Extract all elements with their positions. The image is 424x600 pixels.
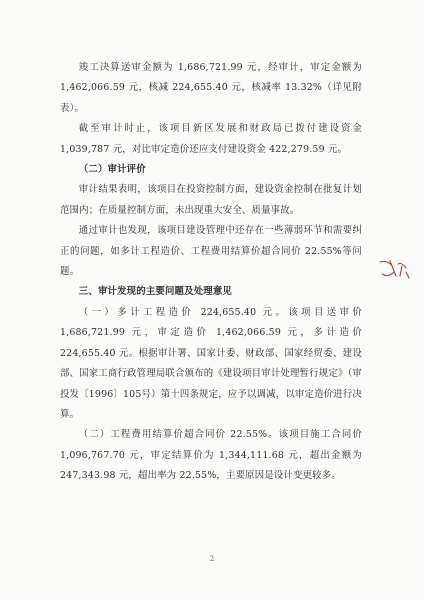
paragraph-settlement-overrun: （二）工程费用结算价超合同价 22.55%。该项目施工合同价 1,096,767.70 元，审定结算价为 1,344,111.68 元，超出金额为 247,343.98 元，超出率为 22.55%，主要原因是设计变更较多。 — [60, 429, 362, 482]
paragraph-funding-status: 截至审计时止，该项目新区发展和财政局已拨付建设资金 1,039,787 元，对比审定造价还应支付建设资金 422,279.59 元。 — [60, 123, 362, 155]
section-heading-audit-evaluation: （二）审计评价 — [78, 164, 146, 176]
paragraph-final-accounts: 竣工决算送审金额为 1,686,721.99 元，经审计，审定金额为 1,462,066.59 元，核减 224,655.40 元，核减率 13.32%（详见附表）。 — [60, 62, 362, 114]
seal-stamp-icon — [376, 258, 412, 280]
paragraph-weaknesses: 通过审计也发现，该项目建设管理中还存在一些薄弱环节和需要纠正的问题，如多计工程造价、工程费用结算价超合同价 22.55%等问题。 — [60, 225, 362, 278]
section-heading-main-issues: 三、审计发现的主要问题及处理意见 — [78, 286, 232, 298]
document-body — [60, 58, 362, 487]
paragraph-overstated-cost: （一）多计工程造价 224,655.40 元。该项目送审价 1,686,721.99 元，审定造价 1,462,066.59 元，多计造价 224,655.40 元。根据审计署、国家计委、财政部、国家经贸委、建设部、国家工商行政管理局联合颁布的《建设项目审计处理暂行规定》（审投发〔1996〕105号）第十四条规定，应予以调减，以审定造价进行决算。 — [60, 306, 362, 420]
page-number: 2 — [209, 555, 215, 563]
paragraph-audit-results: 审计结果表明，该项目在投资控制方面，建设资金控制在批复计划范围内；在质量控制方面，未出现重大安全、质量事故。 — [60, 184, 362, 216]
